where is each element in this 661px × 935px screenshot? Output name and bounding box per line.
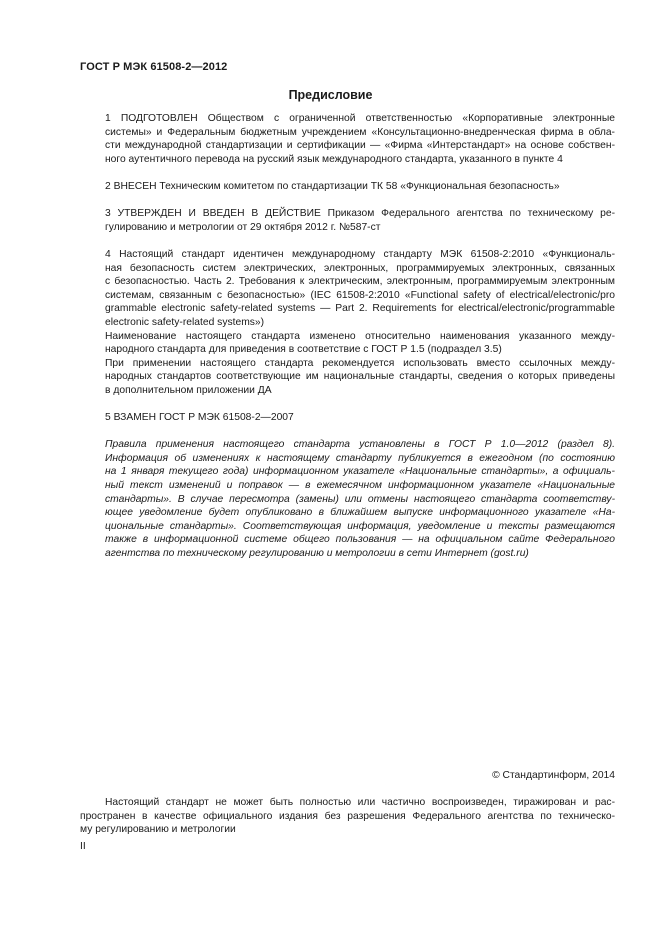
- text-line: гулированию и метрологии от 29 октября 2012 г. №587-ст: [105, 221, 381, 233]
- text-line: ного аутентичного перевода на русский язык международного стандарта, указанного в пункте 4: [105, 153, 563, 165]
- foreword-body: [80, 112, 615, 561]
- text-line: с безопасностью. Часть 2. Требования к электрическим, электронным, программируемым электронным: [105, 276, 615, 288]
- paragraph-identical: [80, 248, 615, 330]
- paragraph-prepared: [80, 112, 615, 166]
- text-line: ющее уведомление будет опубликовано в ближайшем выпуске информационного указателе «На-: [105, 507, 615, 519]
- text-line: Наименование настоящего стандарта изменено относительно наименования указанного между-: [105, 330, 615, 342]
- notice-line: пространен в качестве официального издания без разрешения Федерального агентства по техническо-: [80, 810, 615, 822]
- notice-line: Настоящий стандарт не может быть полностью или частично воспроизведен, тиражирован и рас-: [105, 797, 615, 808]
- text-line: также в информационной системе общего пользования — на официальном сайте Федерального: [105, 534, 615, 546]
- text-line: народного стандарта для приведения в соответствие с ГОСТ Р 1.5 (подраздел 3.5): [105, 344, 502, 356]
- text-line: 5 ВЗАМЕН ГОСТ Р МЭК 61508-2—2007: [105, 412, 294, 424]
- paragraph-introduced: [80, 180, 615, 194]
- text-line: циональные стандарты». Соответствующая информация, уведомление и тексты размещаются: [105, 520, 615, 532]
- paragraph-replaces: [80, 411, 615, 425]
- paragraph-rules-info: [80, 438, 615, 560]
- text-line: сти международной стандартизации и сертификации — «Фирма «Интерстандарт» на основе собствен-: [105, 140, 615, 152]
- text-line: агентства по техническому регулированию и метрологии в сети Интернет (gost.ru): [105, 548, 529, 559]
- text-line: 1 ПОДГОТОВЛЕН Обществом с ограниченной ответственностью «Корпоративные электронные: [105, 113, 615, 124]
- page-number: II: [80, 841, 86, 852]
- notice-line: му регулированию и метрологии: [80, 824, 236, 836]
- text-line: в дополнительном приложении ДА: [105, 384, 272, 396]
- text-line: на 1 января текущего года) информационном указателе «Национальные стандарты», а официаль-: [105, 466, 615, 478]
- text-line: стандарты». В случае пересмотра (замены) или отмены настоящего стандарта соответству-: [105, 493, 615, 505]
- text-line: electronic safety-related systems»): [105, 316, 265, 328]
- text-line: grammable electronic safety-related systems — Part 2. Requirements for electrical/electronic/programmable: [105, 303, 615, 315]
- text-line: Правила применения настоящего стандарта установлены в ГОСТ Р 1.0—2012 (раздел 8).: [105, 439, 615, 451]
- text-line: ный текст изменений и поправок — в ежемесячном информационном указателе «Национальные: [105, 480, 615, 492]
- paragraph-references: [80, 357, 615, 398]
- text-line: системы» и Федеральным бюджетным учреждением «Консультационно-внедренческая фирма в обла-: [105, 126, 615, 138]
- paragraph-approved: [80, 207, 615, 234]
- text-line: ная безопасность систем электрических, электронных, программируемых электронных, связанных: [105, 262, 615, 274]
- text-line: системам, связанным с безопасностью» (IEC 61508-2:2010 «Functional safety of electrical/electronic/pro: [105, 289, 615, 301]
- text-line: 3 УТВЕРЖДЕН И ВВЕДЕН В ДЕЙСТВИЕ Приказом Федерального агентства по техническому ре-: [105, 208, 615, 220]
- copyright-line: © Стандартинформ, 2014: [492, 770, 615, 781]
- text-line: народных стандартов соответствующие им национальные стандарты, сведения о которых приведены: [105, 371, 615, 383]
- paragraph-name-changed: [80, 330, 615, 357]
- text-line: Информация об изменениях к настоящему стандарту публикуется в ежегодном (по состоянию: [105, 452, 615, 464]
- text-line: При применении настоящего стандарта рекомендуется использовать вместо ссылочных между-: [105, 357, 615, 369]
- document-code-header: ГОСТ Р МЭК 61508-2—2012: [80, 61, 228, 73]
- text-line: 2 ВНЕСЕН Техническим комитетом по стандартизации ТК 58 «Функциональная безопасность»: [105, 180, 560, 192]
- text-line: 4 Настоящий стандарт идентичен международному стандарту МЭК 61508-2:2010 «Функциональ-: [105, 248, 615, 260]
- foreword-title: Предисловие: [288, 88, 373, 102]
- reproduction-notice: [80, 796, 615, 837]
